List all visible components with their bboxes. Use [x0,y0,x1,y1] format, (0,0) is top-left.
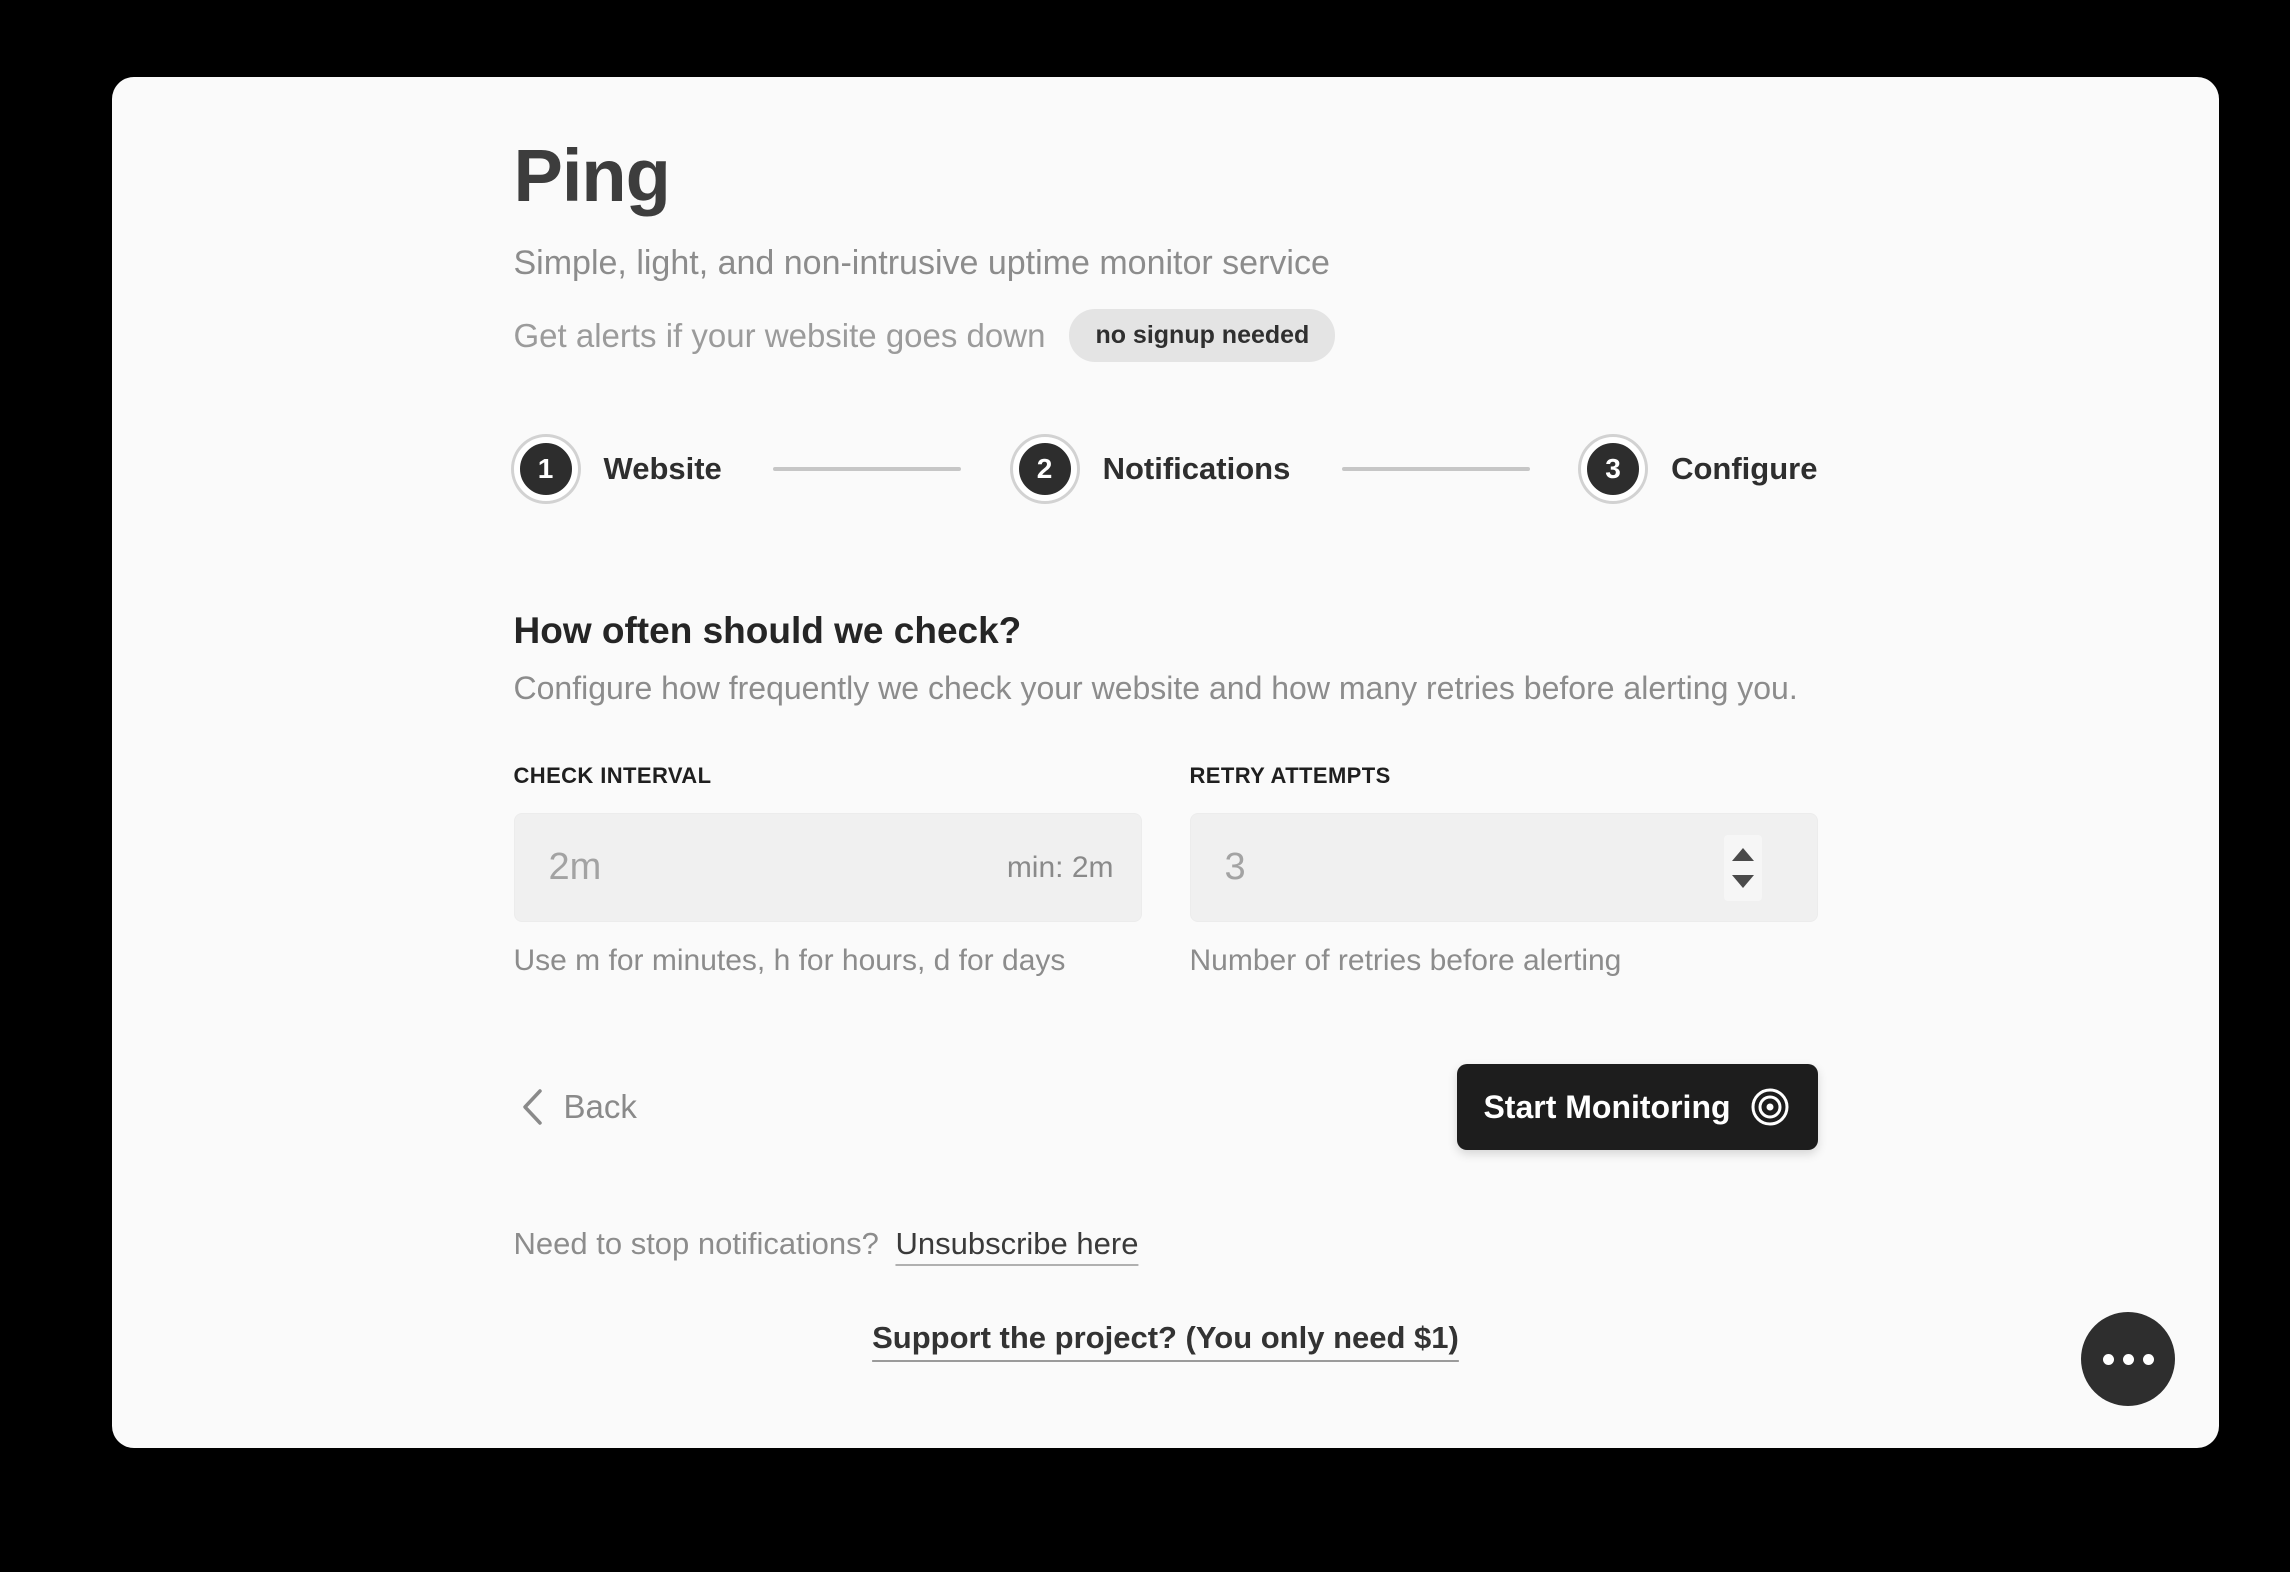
unsubscribe-prefix: Need to stop notifications? [513,1226,879,1262]
step-label-configure: Configure [1671,451,1818,487]
number-stepper[interactable] [1724,835,1762,901]
step-connector [773,467,961,471]
check-interval-wrap [514,813,1142,922]
unsubscribe-row [514,1226,1818,1262]
ellipsis-icon [2103,1354,2114,1365]
step-website[interactable] [514,437,722,501]
section-heading: How often should we check? [513,610,1022,652]
form-row [514,763,1818,978]
section-description: Configure how frequently we check your website and how many retries before alerting you. [513,670,1798,707]
support-row [514,1320,1818,1356]
retry-attempts-group [1190,763,1818,978]
stepper [514,428,1818,510]
step-notifications[interactable] [1013,437,1291,501]
stepper-down-icon[interactable] [1732,875,1754,888]
page-title: Ping [513,134,670,217]
stepper-up-icon[interactable] [1732,848,1754,861]
step-circle-2: 2 [1013,437,1077,501]
retry-attempts-label: RETRY ATTEMPTS [1189,763,1391,789]
back-button[interactable] [514,1087,637,1127]
step-circle-3: 3 [1581,437,1645,501]
app-subtitle: Simple, light, and non-intrusive uptime monitor service [513,244,1330,283]
retry-attempts-helper: Number of retries before alerting [1189,944,1622,978]
more-options-button[interactable] [2081,1312,2175,1406]
step-label-website: Website [603,451,722,487]
no-signup-badge: no signup needed [1069,309,1335,362]
ellipsis-icon [2123,1354,2134,1365]
tagline-row [514,309,1818,362]
step-connector [1342,467,1530,471]
target-icon [1749,1086,1791,1128]
support-link[interactable]: Support the project? (You only need $1) [872,1320,1459,1356]
start-monitoring-label: Start Monitoring [1483,1088,1731,1125]
actions-row [514,1064,1818,1150]
content-column [514,77,1818,1356]
retry-attempts-wrap [1190,813,1818,922]
step-label-notifications: Notifications [1102,451,1291,487]
back-label: Back [563,1088,637,1126]
step-configure[interactable] [1581,437,1817,501]
step-circle-1: 1 [514,437,578,501]
min-interval-hint: min: 2m [1006,850,1114,884]
check-interval-helper: Use m for minutes, h for hours, d for days [513,944,1066,978]
unsubscribe-link[interactable]: Unsubscribe here [895,1226,1139,1262]
start-monitoring-button[interactable] [1457,1064,1818,1150]
ellipsis-icon [2143,1354,2154,1365]
check-interval-label: CHECK INTERVAL [513,763,712,789]
main-card [112,77,2219,1448]
check-interval-group [514,763,1142,978]
tagline-text: Get alerts if your website goes down [513,316,1046,354]
check-interval-input[interactable] [514,813,1142,922]
chevron-left-icon [520,1087,544,1127]
